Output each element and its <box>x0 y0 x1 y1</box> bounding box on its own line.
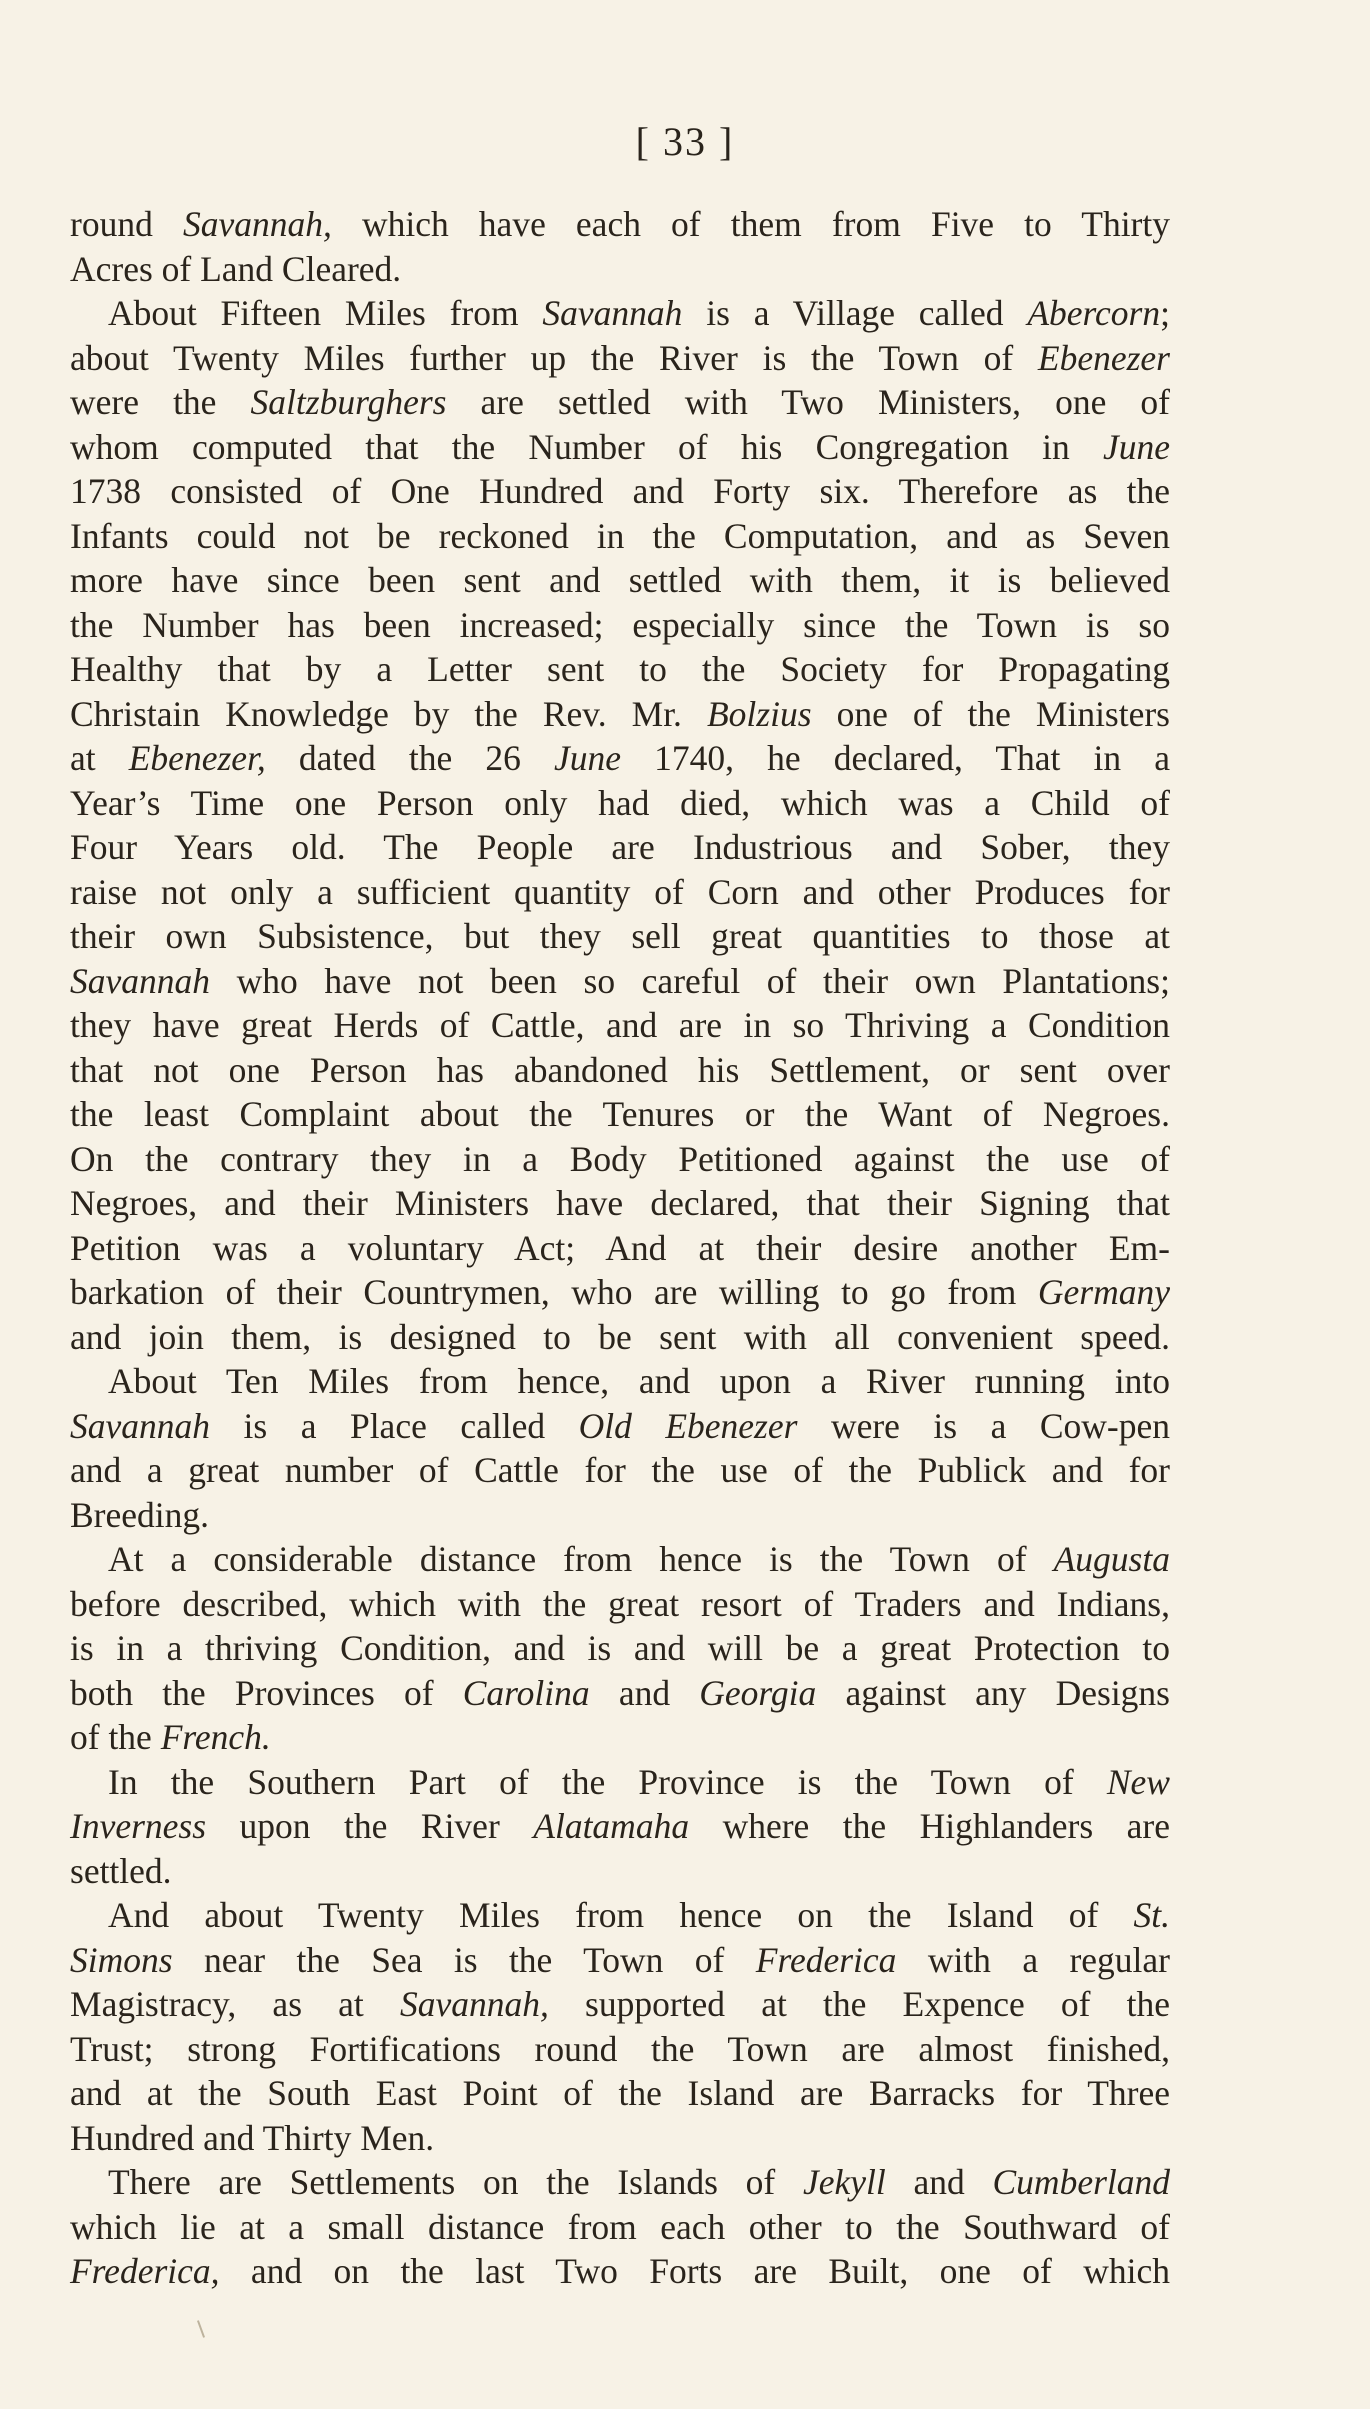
text-segment: which lie at a small distance from each other to the Southward of <box>70 2206 1170 2247</box>
italic-text: Alatamaha <box>533 1806 690 1846</box>
text-segment: they have great Herds of Cattle, and are in so Thriving a Condition <box>70 1005 1170 1045</box>
text-segment: the Number has been increased; especially since the Town is so <box>70 604 1170 645</box>
text-line <box>70 2249 1170 2294</box>
text-segment: and on the last Two Forts are Built, one of which <box>219 2251 1170 2291</box>
text-line <box>70 291 1170 336</box>
text-segment: whom computed that the Number of his Congregation in <box>70 426 1103 467</box>
text-segment: which have each of them from Five to Thirty <box>331 204 1170 244</box>
text-segment: were is a Cow-pen <box>797 1405 1170 1446</box>
text-segment: Infants could not be reckoned in the Computation, and as Seven <box>70 515 1170 556</box>
text-line <box>70 1671 1170 1716</box>
text-segment: Christain Knowledge by the Rev. Mr. <box>70 693 707 734</box>
text-line <box>70 825 1170 870</box>
text-segment: the least Complaint about the Tenures or the Want of Negroes. <box>70 1094 1170 1134</box>
text-segment: Petition was a voluntary Act; And at their desire another Em- <box>70 1227 1170 1268</box>
italic-text: Inverness <box>70 1806 207 1846</box>
text-line <box>70 247 1170 292</box>
text-segment: On the contrary they in a Body Petitioned against the use of <box>70 1138 1170 1179</box>
text-line <box>70 959 1170 1004</box>
text-line <box>70 1982 1170 2027</box>
text-segment: at <box>70 738 129 778</box>
text-segment: dated the 26 <box>265 738 555 778</box>
text-line <box>70 1760 1170 1805</box>
text-segment: about Twenty Miles further up the River is the Town of <box>70 337 1038 378</box>
text-segment: and a great number of Cattle for the use of the Publick and for <box>70 1450 1170 1490</box>
text-line <box>70 1404 1170 1449</box>
italic-text: June <box>1102 426 1170 467</box>
italic-text: Jekyll <box>802 2162 886 2202</box>
italic-text: Frederica <box>755 1939 897 1980</box>
text-segment: their own Subsistence, but they sell great quantities to those at <box>70 916 1170 956</box>
text-line <box>70 1092 1170 1137</box>
text-segment: ; <box>1160 293 1170 333</box>
text-line <box>70 1137 1170 1182</box>
text-line <box>70 1715 1170 1760</box>
text-segment: and at the South East Point of the Island are Barracks for Three <box>70 2073 1170 2113</box>
text-segment: 1740, he declared, That in a <box>621 738 1170 778</box>
text-segment: are settled with Two Ministers, one of <box>446 382 1170 422</box>
text-segment: is a Place called <box>210 1405 579 1446</box>
text-segment: Negroes, and their Ministers have declared, that their Signing that <box>70 1183 1170 1223</box>
text-line <box>70 1537 1170 1582</box>
text-segment: who have not been so careful of their own Plantations; <box>210 960 1170 1001</box>
text-segment: About Ten Miles from hence, and upon a River running into <box>108 1361 1170 1401</box>
text-line <box>70 781 1170 826</box>
italic-text: Frederica, <box>70 2251 220 2291</box>
text-segment: supported at the Expence of the <box>548 1984 1170 2024</box>
text-segment: upon the River <box>206 1806 534 1846</box>
italic-text: Savannah, <box>399 1984 549 2024</box>
text-segment: raise not only a sufficient quantity of Corn and other Produces for <box>70 871 1170 912</box>
text-segment: one of the Ministers <box>811 693 1170 734</box>
text-segment: round <box>70 204 183 244</box>
text-line <box>70 2116 1170 2161</box>
text-line <box>70 1003 1170 1048</box>
text-line <box>70 514 1170 559</box>
text-line <box>70 2205 1170 2250</box>
text-line <box>70 1048 1170 1093</box>
text-segment: that not one Person has abandoned his Settlement, or sent over <box>70 1049 1170 1090</box>
text-segment: were the <box>70 382 251 422</box>
italic-text: Germany <box>1037 1272 1170 1312</box>
text-line <box>70 1226 1170 1271</box>
body-text <box>70 202 1170 2294</box>
page-number: [ 33 ] <box>635 119 735 164</box>
italic-text: Old Ebenezer <box>578 1405 798 1446</box>
text-segment: more have since been sent and settled with them, it is believed <box>70 560 1170 600</box>
text-segment: both the Provinces of <box>70 1672 463 1713</box>
italic-text: Savannah, <box>182 204 332 244</box>
text-segment: In the Southern Part of the Province is the Town of <box>108 1761 1107 1802</box>
italic-text: Ebenezer, <box>128 738 266 778</box>
text-segment: of the <box>70 1717 161 1757</box>
text-line <box>70 1938 1170 1983</box>
text-segment: Hundred and Thirty Men. <box>70 2117 435 2158</box>
italic-text: Bolzius <box>706 693 812 734</box>
text-segment: And about Twenty Miles from hence on the Island of <box>108 1895 1134 1935</box>
text-segment: 1738 consisted of One Hundred and Forty six. Therefore as the <box>70 471 1170 511</box>
text-line <box>70 1582 1170 1627</box>
italic-text: Augusta <box>1053 1539 1170 1579</box>
text-line <box>70 202 1170 247</box>
text-line <box>70 1893 1170 1938</box>
text-line <box>70 692 1170 737</box>
text-segment: About Fifteen Miles from <box>108 293 543 333</box>
text-line <box>70 870 1170 915</box>
italic-text: Simons <box>70 1939 173 1980</box>
text-segment: Healthy that by a Letter sent to the Society for Propagating <box>70 649 1170 689</box>
italic-text: Savannah <box>542 293 683 333</box>
text-segment: Breeding. <box>70 1494 210 1535</box>
text-segment: where the Highlanders are <box>689 1806 1170 1846</box>
text-segment: At a considerable distance from hence is the Town of <box>108 1539 1054 1579</box>
text-segment: barkation of their Countrymen, who are willing to go from <box>70 1272 1038 1312</box>
text-line <box>70 647 1170 692</box>
italic-text: Cumberland <box>992 2162 1170 2202</box>
text-line <box>70 914 1170 959</box>
text-line <box>70 1849 1170 1894</box>
italic-text: Abercorn <box>1027 293 1161 333</box>
text-line <box>70 2071 1170 2116</box>
text-line <box>70 425 1170 470</box>
text-line <box>70 603 1170 648</box>
text-line <box>70 1181 1170 1226</box>
text-segment: Acres of Land Cleared. <box>70 248 402 289</box>
text-line <box>70 380 1170 425</box>
text-line <box>70 2160 1170 2205</box>
text-segment: settled. <box>70 1850 172 1891</box>
text-segment: is a Village called <box>682 293 1028 333</box>
text-line <box>70 558 1170 603</box>
text-segment: and join them, is designed to be sent with all convenient speed. <box>70 1316 1170 1357</box>
italic-text: French. <box>160 1717 271 1757</box>
text-segment: before described, which with the great resort of Traders and Indians, <box>70 1583 1170 1624</box>
text-line <box>70 469 1170 514</box>
text-segment: near the Sea is the Town of <box>172 1939 756 1980</box>
text-segment: Year’s Time one Person only had died, which was a Child of <box>70 782 1170 823</box>
italic-text: Savannah <box>70 960 211 1001</box>
text-segment: is in a thriving Condition, and is and will be a great Protection to <box>70 1628 1170 1668</box>
text-segment: and <box>589 1672 700 1713</box>
italic-text: New <box>1106 1761 1170 1802</box>
text-line <box>70 1359 1170 1404</box>
italic-text: Georgia <box>699 1672 817 1713</box>
italic-text: Carolina <box>462 1672 590 1713</box>
text-segment: against any Designs <box>816 1672 1170 1713</box>
text-line <box>70 736 1170 781</box>
text-line <box>70 1493 1170 1538</box>
text-line <box>70 1270 1170 1315</box>
italic-text: June <box>554 738 622 778</box>
text-line <box>70 1315 1170 1360</box>
text-segment: and <box>885 2162 993 2202</box>
italic-text: Savannah <box>70 1405 211 1446</box>
text-line <box>70 336 1170 381</box>
paper-mark <box>197 2320 205 2338</box>
text-line <box>70 1804 1170 1849</box>
text-segment: There are Settlements on the Islands of <box>108 2162 803 2202</box>
text-segment: with a regular <box>896 1939 1170 1980</box>
italic-text: Ebenezer <box>1037 337 1170 378</box>
text-line <box>70 1448 1170 1493</box>
text-line <box>70 1626 1170 1671</box>
italic-text: St. <box>1133 1895 1170 1935</box>
text-segment: Four Years old. The People are Industrious and Sober, they <box>70 827 1170 867</box>
italic-text: Saltzburghers <box>250 382 447 422</box>
text-segment: Trust; strong Fortifications round the Town are almost finished, <box>70 2028 1170 2069</box>
text-segment: Magistracy, as at <box>70 1984 400 2024</box>
text-line <box>70 2027 1170 2072</box>
